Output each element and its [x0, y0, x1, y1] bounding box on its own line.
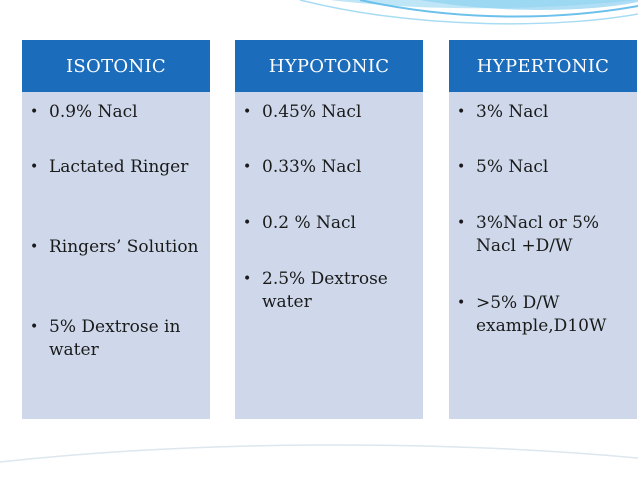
bullet-icon: • [243, 215, 252, 231]
column-heading: ISOTONIC [22, 40, 210, 92]
bullet-icon: • [457, 159, 466, 175]
list-item: • 3%Nacl or 5% Nacl +D/W [457, 213, 600, 256]
column-isotonic [22, 40, 210, 419]
bullet-icon: • [30, 239, 39, 255]
bullet-icon: • [457, 104, 466, 120]
comparison-table [22, 40, 610, 419]
bullet-icon: • [30, 104, 39, 120]
list-item: • 0.2 % Nacl [243, 213, 356, 233]
bottom-curve-decoration [0, 432, 638, 479]
list-item: • 5% Dextrose in water [30, 317, 181, 360]
bullet-icon: • [30, 319, 39, 335]
bullet-icon: • [243, 271, 252, 287]
bullet-icon: • [30, 159, 39, 175]
list-item: • >5% D/W example,D10W [457, 293, 607, 336]
item-list [235, 92, 423, 419]
list-item: • 2.5% Dextrose water [243, 269, 388, 312]
list-item: • 0.9% Nacl [30, 102, 138, 122]
list-item: • 0.45% Nacl [243, 102, 362, 122]
column-heading: HYPOTONIC [235, 40, 423, 92]
bullet-icon: • [243, 104, 252, 120]
item-list [22, 92, 210, 419]
list-item: • 3% Nacl [457, 102, 549, 122]
column-hypotonic [235, 40, 423, 419]
list-item: • Lactated Ringer [30, 157, 189, 177]
bullet-icon: • [243, 159, 252, 175]
list-item: • 0.33% Nacl [243, 157, 362, 177]
list-item: • 5% Nacl [457, 157, 549, 177]
list-item: • Ringers’ Solution [30, 237, 199, 257]
bullet-icon: • [457, 295, 466, 311]
item-list [449, 92, 637, 419]
top-wave-decoration [0, 0, 638, 40]
column-hypertonic [449, 40, 637, 419]
column-heading: HYPERTONIC [449, 40, 637, 92]
bullet-icon: • [457, 215, 466, 231]
